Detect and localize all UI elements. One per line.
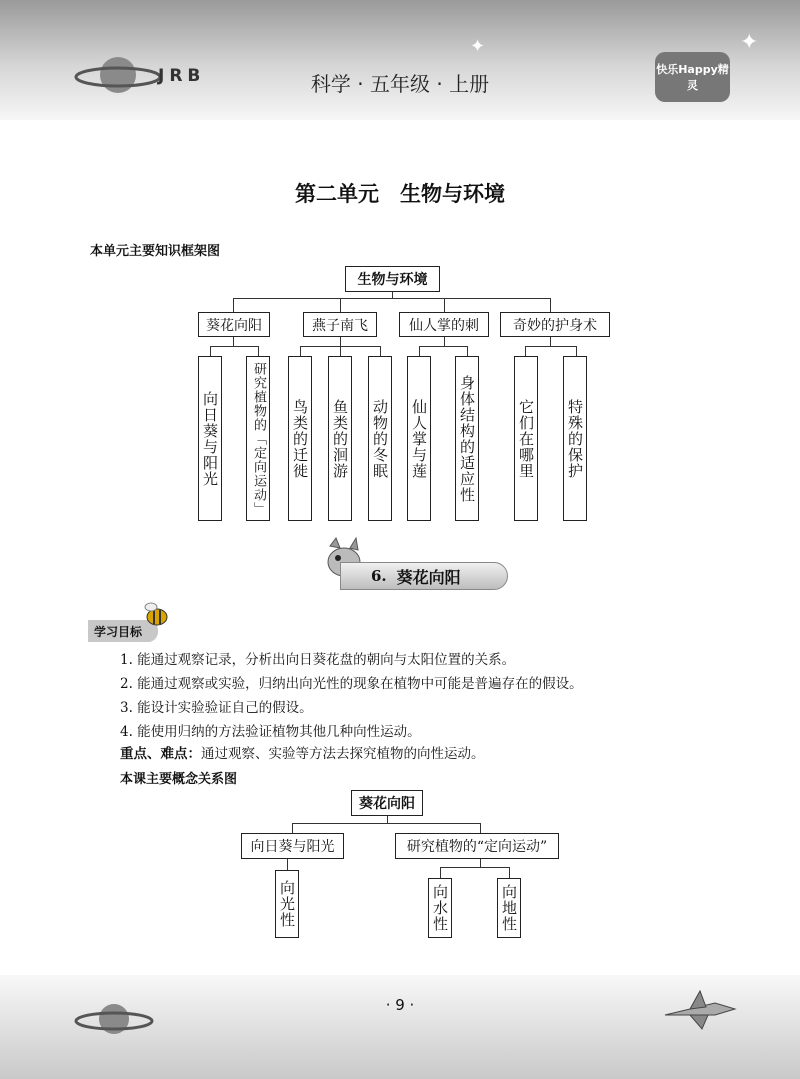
branch-swallow: 燕子南飞	[303, 312, 377, 337]
leaf-fish-migration: 鱼类的洄游	[328, 356, 352, 521]
connector	[550, 337, 551, 346]
concept-leaf-phototropism: 向光性	[275, 870, 299, 938]
lesson-number: 6.	[371, 567, 387, 585]
framework-label: 本单元主要知识框架图	[90, 244, 221, 259]
star-icon: ✦	[470, 36, 486, 57]
connector	[550, 298, 551, 312]
connector	[233, 337, 234, 346]
star-icon: ✦	[740, 30, 759, 55]
connector	[419, 346, 467, 347]
leaf-sunflower-sunlight: 向日葵与阳光	[198, 356, 222, 521]
connector	[292, 823, 481, 824]
connector	[233, 298, 234, 312]
concept-leaf-hydrotropism: 向水性	[428, 878, 452, 938]
concept-label: 本课主要概念关系图	[120, 772, 238, 787]
unit-title: 第二单元 生物与环境	[295, 181, 505, 206]
leaf-special-protection: 特殊的保护	[563, 356, 587, 521]
connector	[525, 346, 576, 347]
leaf-where-are-they: 它们在哪里	[514, 356, 538, 521]
goal-item: 3. 能设计实验验证自己的假设。	[120, 700, 313, 716]
goal-item: 4. 能使用归纳的方法验证植物其他几种向性运动。	[120, 724, 421, 740]
happy-sprite-logo: 快乐Happy精灵	[655, 52, 730, 102]
connector	[340, 298, 341, 312]
connector	[525, 346, 526, 356]
connector	[258, 346, 259, 356]
key-points-label: 重点、难点：	[120, 746, 201, 762]
brand-mark: JRB	[158, 66, 206, 86]
connector	[480, 859, 481, 867]
connector	[480, 823, 481, 833]
connector	[444, 337, 445, 346]
lesson-title: 葵花向阳	[396, 567, 461, 587]
framework-root: 生物与环境	[345, 266, 440, 292]
connector	[419, 346, 420, 356]
branch-protection: 奇妙的护身术	[500, 312, 610, 337]
goal-item: 1. 能通过观察记录，分析出向日葵花盘的朝向与太阳位置的关系。	[120, 652, 516, 668]
connector	[287, 859, 288, 870]
connector	[233, 298, 551, 299]
goal-item: 2. 能通过观察或实验，归纳出向光性的现象在植物中可能是普遍存在的假设。	[120, 676, 583, 692]
bee-icon	[142, 600, 172, 628]
branch-sunflower: 葵花向阳	[198, 312, 270, 337]
book-title: 科学 · 五年级 · 上册	[310, 72, 490, 96]
concept-leaf-geotropism: 向地性	[497, 878, 521, 938]
connector	[576, 346, 577, 356]
connector	[292, 823, 293, 833]
leaf-directional-movement: 研究植物的「定向运动」	[246, 356, 270, 521]
leaf-hibernation: 动物的冬眠	[368, 356, 392, 521]
connector	[509, 867, 510, 878]
connector	[340, 346, 341, 356]
lesson-banner	[340, 562, 508, 590]
connector	[440, 867, 441, 878]
leaf-cactus-lotus: 仙人掌与莲	[407, 356, 431, 521]
connector	[340, 337, 341, 346]
concept-branch-sunflower: 向日葵与阳光	[241, 833, 344, 859]
connector	[300, 346, 301, 356]
key-points-text: 通过观察、实验等方法去探究植物的向性运动。	[201, 746, 485, 762]
connector	[380, 346, 381, 356]
connector	[440, 867, 510, 868]
connector	[210, 346, 211, 356]
leaf-bird-migration: 鸟类的迁徙	[288, 356, 312, 521]
leaf-body-adaptation: 身体结构的适应性	[455, 356, 479, 521]
page-number: · 9 ·	[385, 996, 415, 1014]
key-points	[120, 742, 485, 762]
goals-badge: 学习目标	[88, 620, 158, 642]
connector	[387, 816, 388, 823]
connector	[444, 298, 445, 312]
branch-cactus: 仙人掌的刺	[399, 312, 489, 337]
connector	[210, 346, 258, 347]
concept-branch-directional: 研究植物的“定向运动”	[395, 833, 559, 859]
concept-root: 葵花向阳	[351, 790, 423, 816]
connector	[467, 346, 468, 356]
